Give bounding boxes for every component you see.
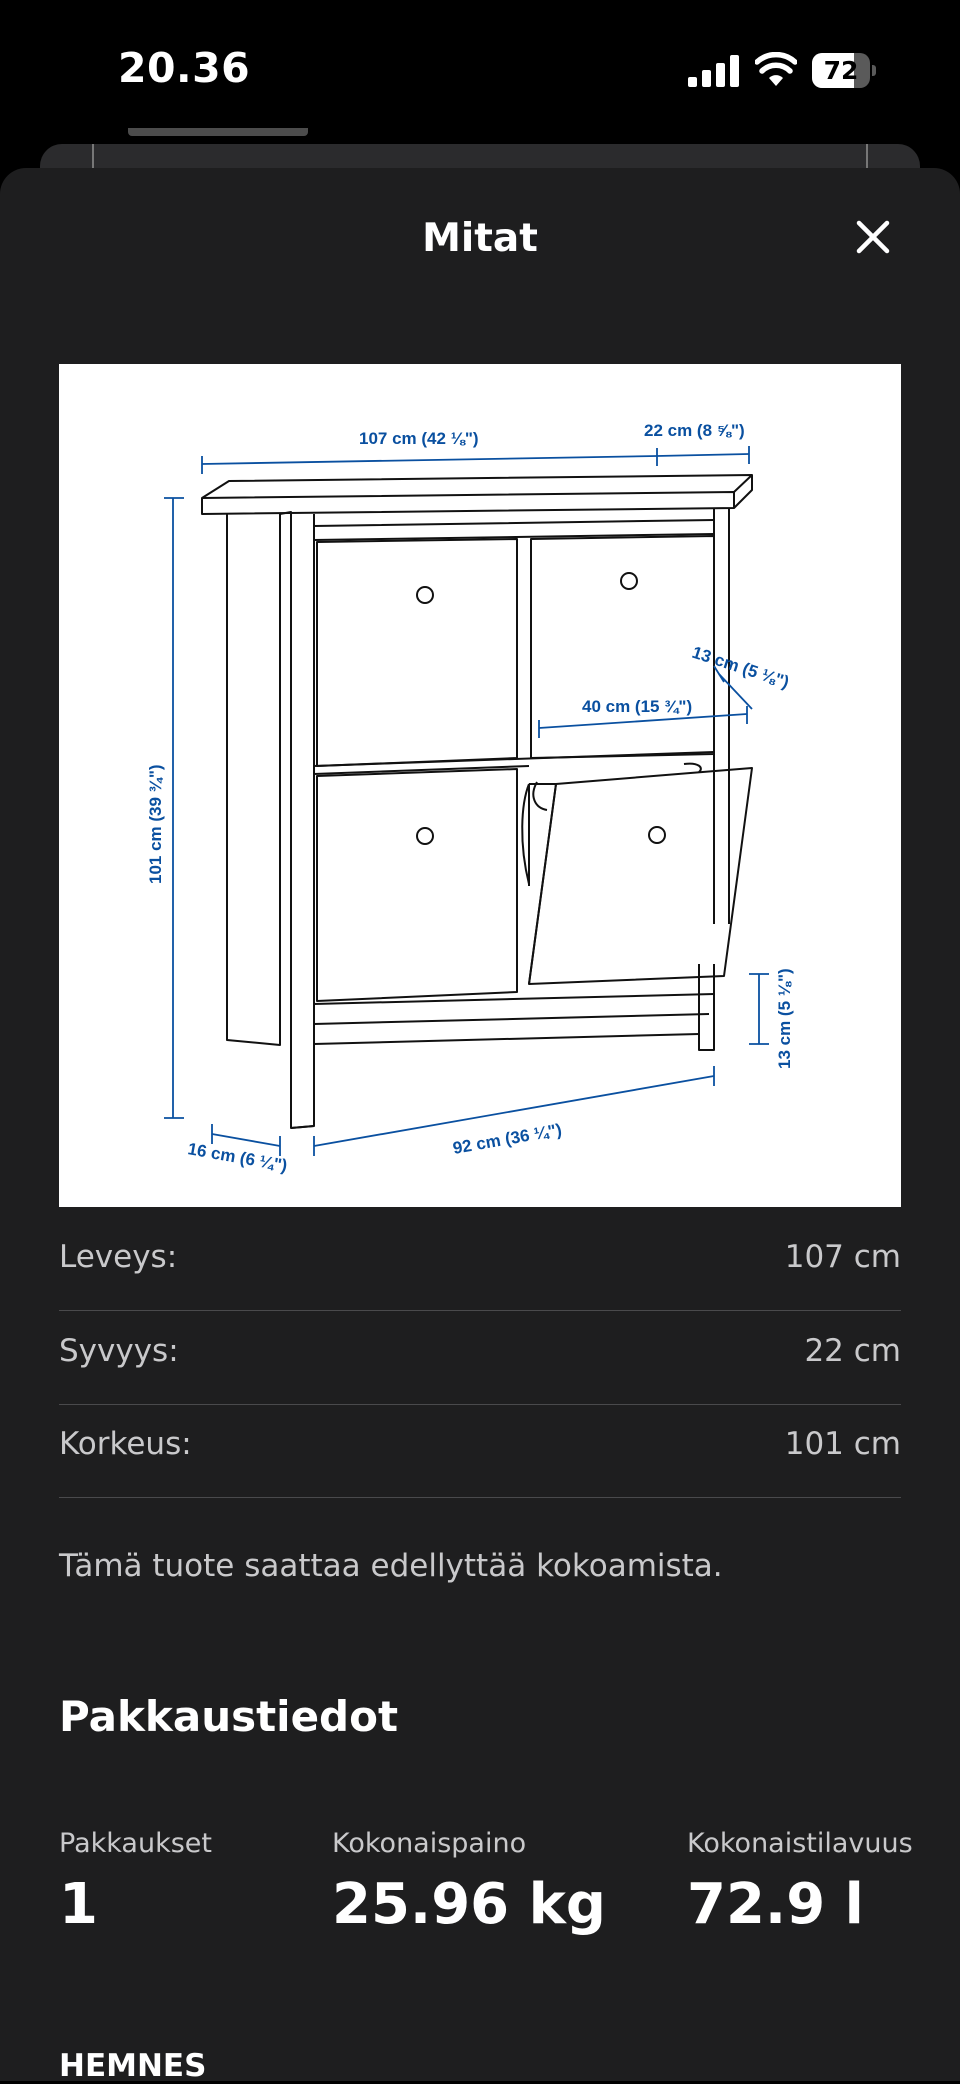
status-time: 20.36	[118, 44, 251, 92]
dimension-label: Korkeus:	[59, 1426, 192, 1462]
packages-value: 1	[59, 1872, 98, 1937]
dimension-diagram	[59, 364, 901, 1207]
total-volume-label: Kokonaistilavuus	[687, 1828, 913, 1859]
dimension-row-width	[59, 1217, 901, 1311]
assembly-note: Tämä tuote saattaa edellyttää kokoamista.	[59, 1548, 723, 1584]
battery-level: 72	[823, 56, 859, 85]
inner-width-label: 92 cm (36 ¼")	[451, 1120, 564, 1158]
depth-top-label: 22 cm (8 ⅝")	[644, 421, 745, 440]
close-icon[interactable]	[848, 212, 898, 262]
dimension-value: 107 cm	[784, 1239, 901, 1275]
height-total-label: 101 cm (39 ¾")	[146, 764, 165, 884]
status-bar	[0, 0, 960, 140]
dimension-label: Leveys:	[59, 1239, 178, 1275]
side-depth-label: 16 cm (6 ¼")	[186, 1139, 289, 1176]
background-sheet-text	[128, 128, 308, 144]
packages-label: Pakkaukset	[59, 1828, 212, 1859]
total-volume-value: 72.9 l	[687, 1872, 864, 1937]
dimension-row-height	[59, 1404, 901, 1498]
drawer-depth-label: 13 cm (5 ⅛")	[689, 642, 792, 692]
dimension-row-depth	[59, 1311, 901, 1405]
product-name: HEMNES	[59, 2048, 207, 2084]
dimension-label: Syvyys:	[59, 1333, 179, 1369]
cellular-signal-icon	[688, 55, 740, 87]
packaging-heading: Pakkaustiedot	[59, 1692, 399, 1741]
wifi-icon	[755, 52, 797, 88]
drawer-width-label: 40 cm (15 ¾")	[582, 697, 693, 716]
dimension-value: 22 cm	[804, 1333, 901, 1369]
total-weight-value: 25.96 kg	[332, 1872, 606, 1937]
width-total-label: 107 cm (42 ⅛")	[359, 429, 479, 448]
dimension-value: 101 cm	[784, 1426, 901, 1462]
sheet-title: Mitat	[422, 216, 538, 261]
total-weight-label: Kokonaispaino	[332, 1828, 527, 1859]
battery-icon	[812, 53, 876, 88]
leg-height-label: 13 cm (5 ⅛")	[775, 968, 794, 1069]
